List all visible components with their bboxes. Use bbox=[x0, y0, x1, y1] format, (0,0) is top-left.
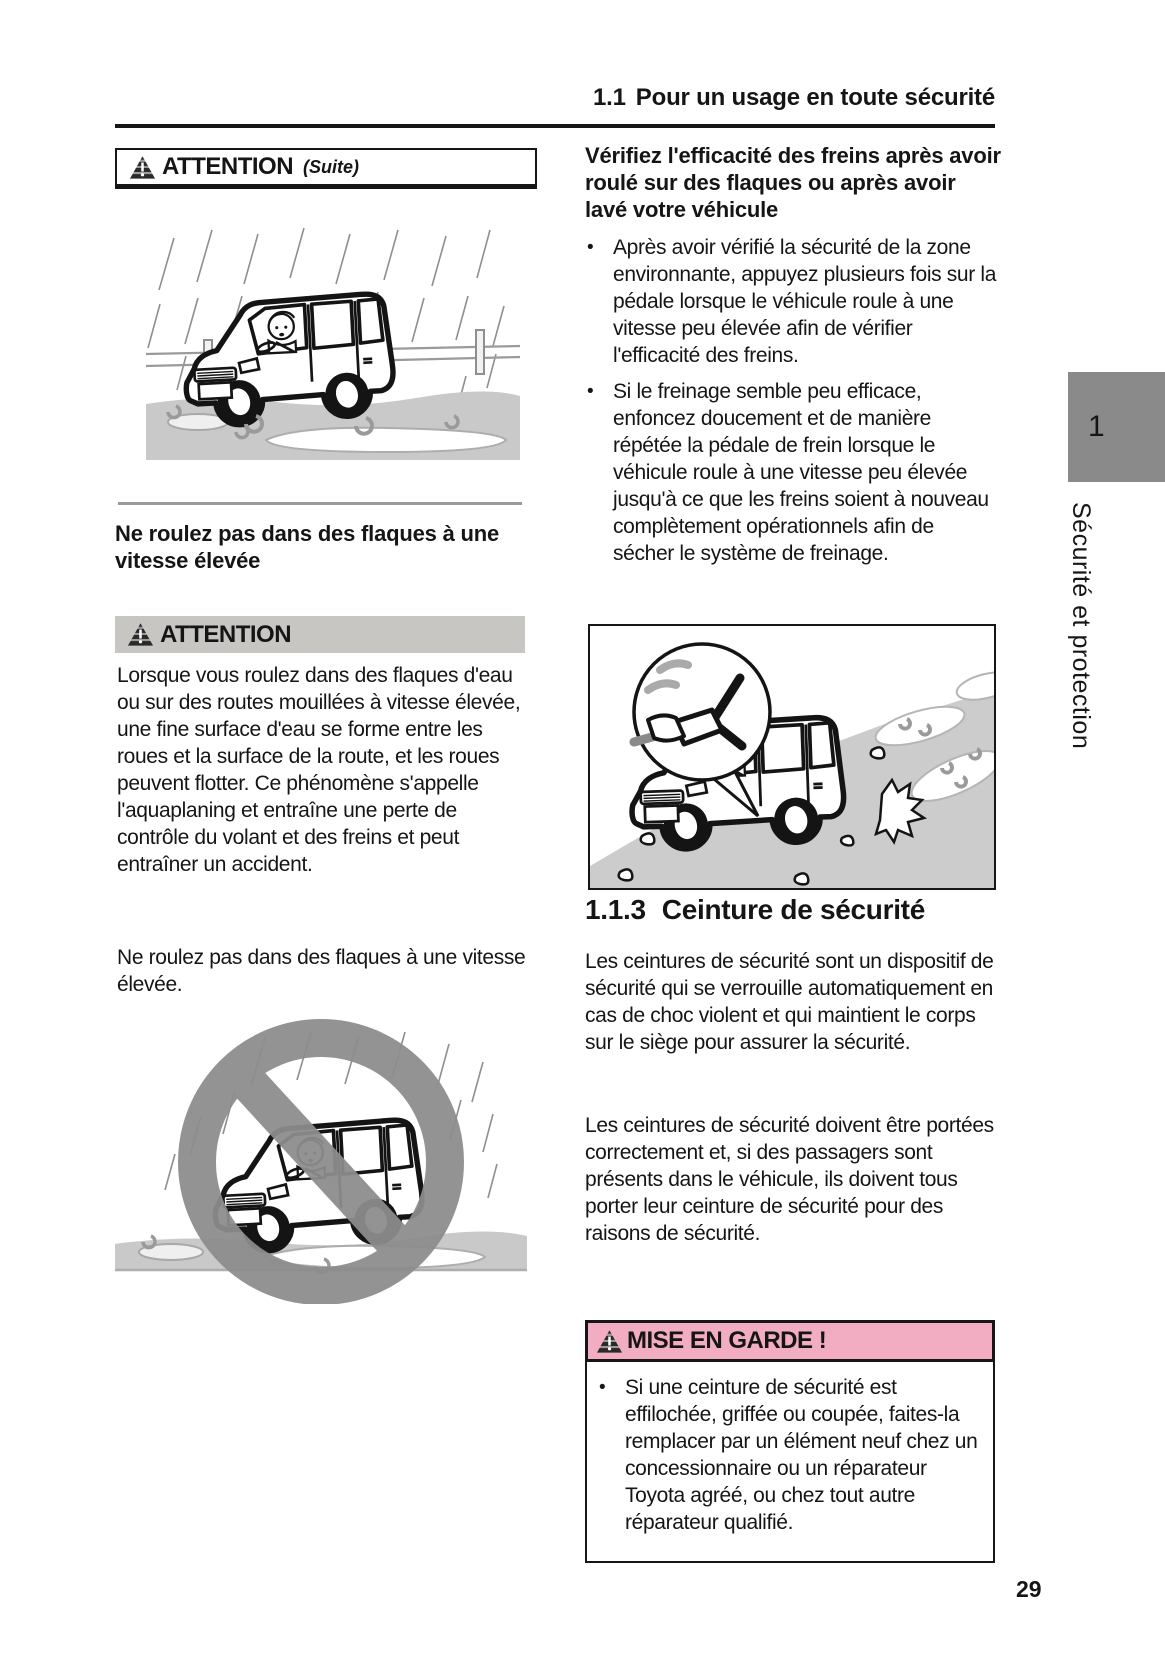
warning-triangle-icon bbox=[127, 622, 154, 647]
bullet-glyph: • bbox=[599, 1377, 606, 1398]
page-header bbox=[115, 84, 995, 112]
seatbelt-section-heading bbox=[585, 894, 925, 926]
section-number: 1.1 bbox=[593, 84, 626, 111]
bullet-text: Si une ceinture de sécurité est effilochée, griffée ou coupée, faites-la remplacer par un élément neuf chez un concessionnaire ou un réparateur Toyota agréé, ou chez tout autre réparateur qualifié. bbox=[625, 1376, 978, 1534]
seatbelt-section-number: 1.1.3 bbox=[585, 894, 646, 925]
column-divider bbox=[118, 502, 522, 505]
header-rule bbox=[115, 124, 995, 128]
attention-continued-box bbox=[115, 148, 537, 189]
no-puddles-heading: Ne roulez pas dans des flaques à une vitesse élevée bbox=[115, 521, 500, 573]
list-item bbox=[597, 1374, 983, 1536]
caution-label: MISE EN GARDE ! bbox=[627, 1327, 827, 1354]
brakes-bullet-list bbox=[585, 234, 999, 576]
attention-continued-label: ATTENTION bbox=[162, 153, 294, 180]
seatbelt-paragraph: Les ceintures de sécurité sont un dispositif de sécurité qui se verrouille automatiquement en cas de choc violent et qui maintient le corps sur le siège pour assurer la sécurité. bbox=[585, 950, 994, 1054]
chapter-number: 1 bbox=[1088, 410, 1105, 443]
prohibition-illustration bbox=[115, 1004, 527, 1304]
rain-driving-illustration bbox=[146, 226, 520, 460]
list-item bbox=[585, 378, 999, 567]
caution-header bbox=[585, 1320, 995, 1362]
brake-illustration bbox=[590, 626, 994, 888]
chapter-title-vertical: Sécurité et protection bbox=[1067, 502, 1095, 750]
caution-box bbox=[585, 1320, 995, 1563]
chapter-tab bbox=[1068, 372, 1165, 482]
seatbelt-paragraph: Les ceintures de sécurité doivent être portées correctement et, si des passagers sont présents dans le véhicule, ils doivent tous porter leur ceinture de sécurité pour des raisons de sécurité. bbox=[585, 1114, 994, 1245]
list-item bbox=[585, 234, 999, 369]
warning-triangle-icon bbox=[596, 1329, 623, 1354]
bullet-glyph: • bbox=[587, 237, 594, 258]
bullet-glyph: • bbox=[587, 381, 594, 402]
caution-body bbox=[585, 1362, 995, 1563]
warning-triangle-icon bbox=[129, 155, 156, 180]
bullet-text: Si le freinage semble peu efficace, enfoncez doucement et de manière répétée la pédale de frein lorsque le véhicule roule à une vitesse peu élevée jusqu'à ce que les freins soient à nouveau complètement opérationnels afin de sécher le système de freinage. bbox=[613, 380, 989, 565]
bullet-text: Après avoir vérifié la sécurité de la zone environnante, appuyez plusieurs fois sur la pédale lorsque le véhicule roule à une vitesse peu élevée afin de vérifier l'efficacité des freins. bbox=[613, 236, 997, 367]
attention-bar bbox=[115, 616, 525, 653]
aquaplaning-paragraph: Lorsque vous roulez dans des flaques d'eau ou sur des routes mouillées à vitesse élevée, une fine surface d'eau se forme entre les roues et la surface de la route, et les roues peuvent flotter. Ce phénomène s'appelle l'aquaplaning et entraîne une perte de contrôle du volant et des freins et peut entraîner un accident. bbox=[117, 664, 521, 876]
brakes-heading: Vérifiez l'efficacité des freins après avoir roulé sur des flaques ou après avoir lavé votre véhicule bbox=[585, 143, 1001, 222]
seatbelt-section-title: Ceinture de sécurité bbox=[661, 894, 925, 925]
no-puddles-paragraph: Ne roulez pas dans des flaques à une vitesse élevée. bbox=[117, 946, 526, 996]
attention-continued-suffix: (Suite) bbox=[303, 156, 360, 177]
page-number: 29 bbox=[1016, 1576, 1042, 1602]
attention-label: ATTENTION bbox=[160, 620, 292, 648]
brake-illustration-frame bbox=[588, 624, 996, 890]
section-title: Pour un usage en toute sécurité bbox=[635, 84, 995, 111]
